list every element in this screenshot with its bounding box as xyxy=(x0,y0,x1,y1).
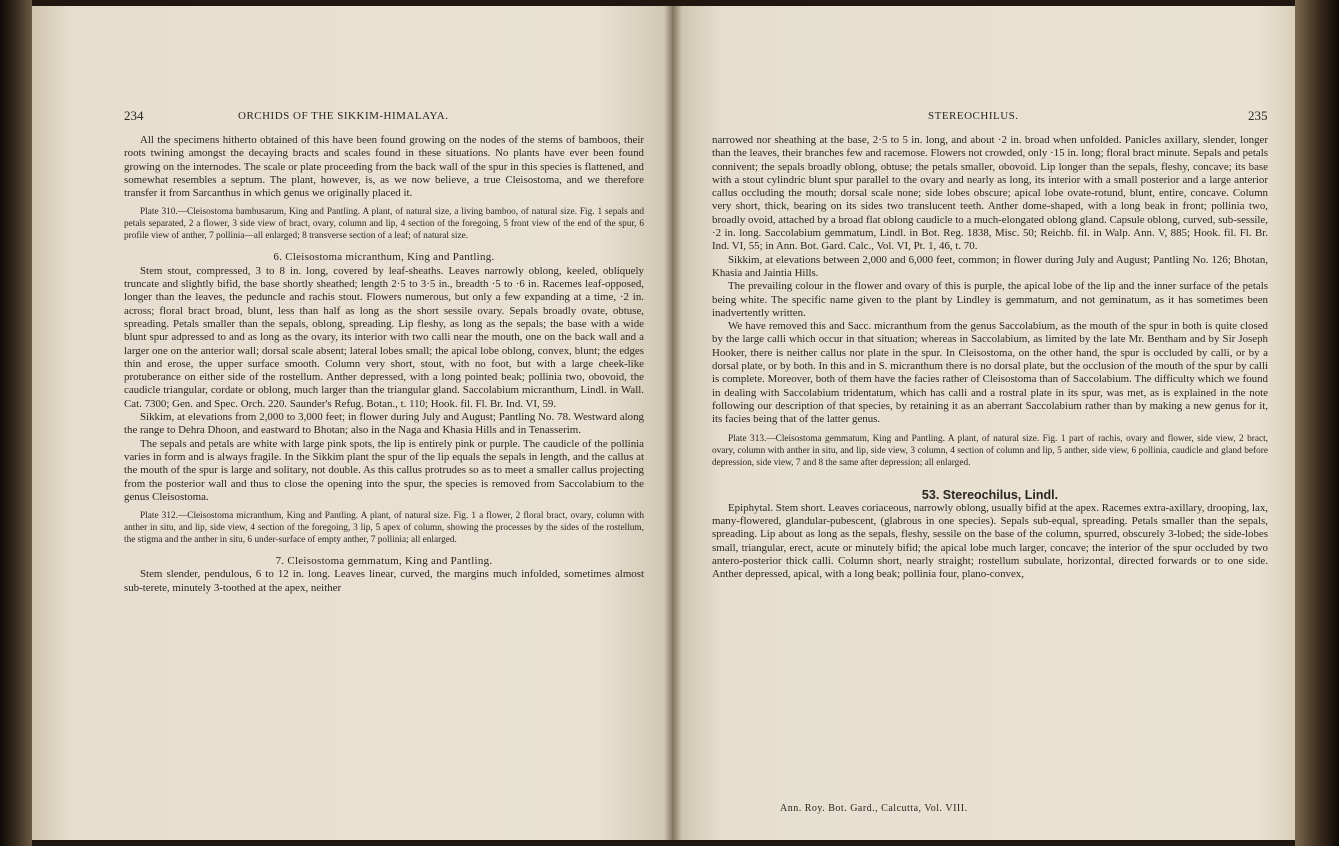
plate-caption: Plate 313.—Cleisostoma gemmatum, King and Pantling. A plant, of natural size. Fig. 1 part of rachis, ovary and flower, side view, 2 bract, ovary, column with anther in situ, and lip, side view, 3 column, 4 section of column and lip, 5 anther, side view, 6 pollinia, caudicle and gland before depression, side view, 7 and 8 the same after depression; all enlarged. xyxy=(712,433,1268,468)
paragraph: Epiphytal. Stem short. Leaves coriaceous, narrowly oblong, usually bifid at the apex. Racemes extra-axillary, drooping, lax, many-flowered, glandular-pubescent, (glabrous in one species). Sepals sub-equal, spreading. Petals smaller than the sepals, spreading. Lip about as long as the sepals, fleshy, sessile on the base of the column, spurred, obscurely 3-lobed; the side-lobes small, triangular, erect, acute or minutely bifid; the apical lobe much larger, concave; the interior of the spur occluded by two antero-posterior thick calli. Column short, nearly straight; rostellum subulate, horizontal, directed forwards or to one side. Anther depressed, apical, with a long beak; pollinia four, plano-convex, xyxy=(712,501,1268,581)
paragraph: All the specimens hitherto obtained of this have been found growing on the nodes of the stems of bamboos, their roots twining amongst the decaying bracts and scales found in these situations. No plants have ever been found growing on the internodes. The scale or plate proceeding from the back wall of the spur in this species is flattened, and somewhat resembles a septum. The plant, however, is, as we now believe, a true Cleisostoma, and we therefore transfer it from Sarcanthus in which genus we originally placed it. xyxy=(124,134,644,200)
species-heading: 7. Cleisostoma gemmatum, King and Pantling. xyxy=(275,555,493,568)
left-page-text xyxy=(124,134,644,595)
page-footer: Ann. Roy. Bot. Gard., Calcutta, Vol. VIII. xyxy=(780,803,968,814)
paragraph: Sikkim, at elevations between 2,000 and 6,000 feet, common; in flower during July and August; Pantling No. 126; Bhotan, Khasia and Jaintia Hills. xyxy=(712,253,1268,279)
paragraph: narrowed nor sheathing at the base, 2·5 to 5 in. long, and about ·2 in. broad when unfolded. Panicles axillary, slender, longer than the leaves, their branches few and racemose. Flowers not crowded, only ·15 in. long; floral bract minute. Sepals and petals connivent; the sepals broadly oblong, obtuse; the petals smaller, obovoid. Lip longer than the sepals, fleshy, concave; its base with a stout cylindric blunt spur parallel to the ovary and nearly as long, its interior with a small posterior and a large anterior callus occluding the mouth; dorsal scale none; side lobes obscure; apical lobe ovate-rotund, blunt, entire, concave. Column very short, thick, bearing on its sides two translucent teeth. Anther dome-shaped, with a long beak in front; pollinia two, broadly ovoid, attached by a broad flat oblong caudicle to a much-elongated oblong gland. Capsule oblong, curved, sub-sessile, ·2 in. long. Saccolabium gemmatum, Lindl. in Bot. Reg. 1838, Misc. 50; Reichb. fil. in Walp. Ann. V, 885; Hook. fil. Fl. Br. Ind. VI, 55; in Ann. Bot. Gard. Calc., Vol. VI, Pt. 1, 46, t. 70. xyxy=(712,134,1268,253)
paragraph: The prevailing colour in the flower and ovary of this is purple, the apical lobe of the lip and the inner surface of the petals being white. The specific name given to the plant by Lindley is gemmatum, and not geminatum, as it has sometimes been inadvertently written. xyxy=(712,280,1268,319)
book-edge-left xyxy=(0,0,32,846)
right-page-number: 235 xyxy=(1248,108,1268,123)
left-page-number: 234 xyxy=(124,108,144,123)
paragraph: Sikkim, at elevations from 2,000 to 3,000 feet; in flower during July and August; Pantling No. 78. Westward along the range to Dehra Dhoon, and eastward to Bhotan; also in the Naga and Khasia Hills and in Tenasserim. xyxy=(124,411,644,437)
right-page xyxy=(672,6,1295,840)
plate-caption: Plate 312.—Cleisostoma micranthum, King and Pantling. A plant, of natural size. Fig. 1 a flower, 2 floral bract, ovary, column with anther in situ, and lip, side view, 4 section of the foregoing, 3 lip, 5 apex of column, showing the processes by the sides of the rostellum, the stigma and the anther in situ, 6 under-surface of empty anther, 7 pollinia; all enlarged. xyxy=(124,511,644,546)
plate-caption: Plate 310.—Cleisostoma bambusarum, King and Pantling. A plant, of natural size, a living bamboo, of natural size. Fig. 1 sepals and petals separated, 2 a flower, 3 side view of bract, ovary, column and lip, 4 section of the foregoing, 5 front view of the end of the spur, 6 profile view of anther, 7 pollinia—all enlarged; 8 transverse section of a leaf; of natural size. xyxy=(124,207,644,242)
paragraph: We have removed this and Sacc. micranthum from the genus Saccolabium, as the mouth of the spur in both is quite closed by the large calli which occur in that situation; whereas in Saccolabium, as limited by the late Mr. Bentham and by Sir Joseph Hooker, there is neither callus nor plate in the spur. In Cleisostoma, on the other hand, the spur is occluded by calli, or by a dorsal plate, or by both. In this and in S. micranthum there is no dorsal plate, but the occlusion of the mouth of the spur by calli is complete. Moreover, both of them have the facies rather of Cleisostoma than of Saccolabium. The difficulty which we found in dealing with Saccolabium tridentatum, which has calli and a rostral plate in its spur, was met, as is explained in the note following our description of that species, by retaining it as an aberrant Saccolabium rather than by making a new genus for it, its facies being that of the latter genus. xyxy=(712,320,1268,426)
book-edge-right xyxy=(1295,0,1339,846)
right-running-head: STEREOCHILUS. xyxy=(928,110,1019,122)
species-heading: 6. Cleisostoma micranthum, King and Pantling. xyxy=(273,251,495,264)
left-page xyxy=(32,6,672,840)
book-gutter xyxy=(664,6,682,840)
paragraph: The sepals and petals are white with large pink spots, the lip is entirely pink or purple. The caudicle of the pollinia varies in form and is always fragile. In the Sikkim plant the spur of the lip equals the sepals in length, and the callus at the mouth of the spur is large and solitary, not double. As this callus protrudes so as to meet a smaller callus projecting from the posterior wall and thus to close the opening into the spur, the species is removed from Saccolabium to the genus Cleisostoma. xyxy=(124,437,644,503)
paragraph: Stem slender, pendulous, 6 to 12 in. long. Leaves linear, curved, the margins much infolded, sometimes almost sub-terete, minutely 3-toothed at the apex, neither xyxy=(124,568,644,594)
paragraph: Stem stout, compressed, 3 to 8 in. long, covered by leaf-sheaths. Leaves narrowly oblong, keeled, obliquely truncate and slightly bifid, the base shortly sheathed; length 2·5 to 3·5 in., breadth ·5 to ·6 in. Racemes leaf-opposed, longer than the leaves, the peduncle and rachis stout. Flowers numerous, but only a few expanding at a time, ·2 in. across; floral bract broad, blunt, less than half as long as the short sessile ovary. Sepals broadly ovate, obtuse, spreading. Petals smaller than the sepals, oblong, spreading. Lip fleshy, as long as the sepals; the base with a wide blunt spur adpressed to and as long as the ovary, its interior with two calli near the mouth, one on the back wall and a larger one on the anterior wall; dorsal scale absent; lateral lobes small; the apical lobe oblong, convex, blunt; the edges thin and erose, the upper surface smooth. Column very short, stout, with no foot, but with a large cheek-like protuberance on either side of the rostellum. Anther depressed, with a long pointed beak; pollinia two, obovoid, the caudicle triangular, cordate or oblong, much larger than the triangular gland. Saccolabium micranthum, Lindl. in Wall. Cat. 7300; Gen. and Spec. Orch. 220. Saunder's Refug. Botan., t. 110; Hook. fil. Fl. Br. Ind. VI, 59. xyxy=(124,264,644,410)
genus-heading: 53. Stereochilus, Lindl. xyxy=(921,487,1059,502)
right-page-text xyxy=(712,134,1268,582)
left-running-head: ORCHIDS OF THE SIKKIM-HIMALAYA. xyxy=(238,110,449,122)
